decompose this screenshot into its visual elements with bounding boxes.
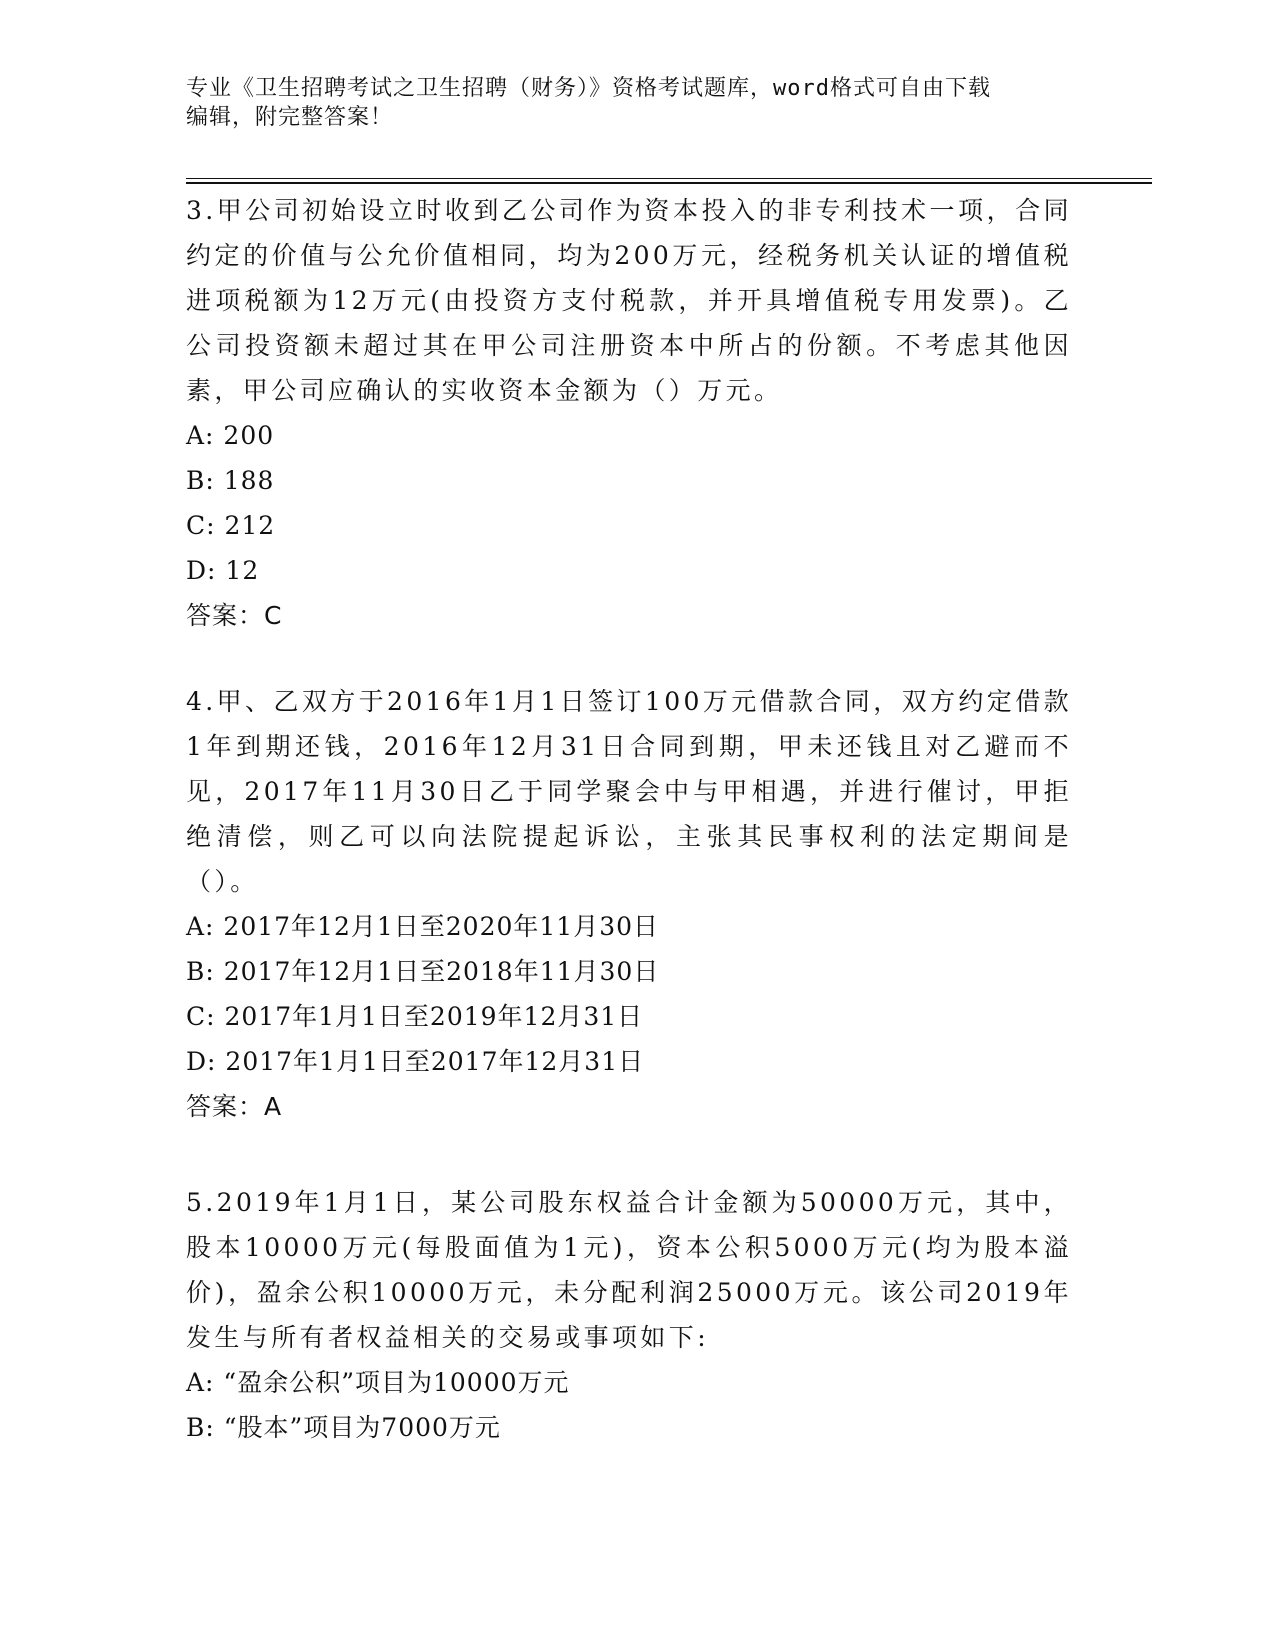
question-5 [186, 1180, 1072, 1450]
answer: 答案：A [186, 1092, 283, 1121]
header-line-2: 编辑，附完整答案！ [186, 105, 394, 130]
document-header [186, 74, 1066, 132]
answer: 答案：C [186, 601, 283, 630]
question-4 [186, 679, 1072, 1129]
option-c: C: 2017年1月1日至2019年12月31日 [186, 1002, 644, 1031]
option-c: C: 212 [186, 511, 276, 540]
option-a: A: 2017年12月1日至2020年11月30日 [186, 912, 660, 941]
question-stem: 5.2019年1月1日，某公司股东权益合计金额为50000万元，其中，股本10000万元(每股面值为1元)，资本公积5000万元(均为股本溢价)，盈余公积10000万元，未分配利润25000万元。该公司2019年发生与所有者权益相关的交易或事项如下: [186, 1188, 1072, 1352]
option-b: B: 2017年12月1日至2018年11月30日 [186, 957, 660, 986]
option-d: D: 12 [186, 556, 260, 585]
header-line-1: 专业《卫生招聘考试之卫生招聘（财务）》资格考试题库，word格式可自由下载 [186, 76, 991, 101]
option-b: B: “股本”项目为7000万元 [186, 1413, 501, 1442]
option-d: D: 2017年1月1日至2017年12月31日 [186, 1047, 645, 1076]
header-divider-thin [186, 178, 1152, 179]
header-divider-thick [186, 182, 1152, 184]
option-a: A: “盈余公积”项目为10000万元 [186, 1368, 570, 1397]
option-b: B: 188 [186, 466, 275, 495]
question-stem: 4.甲、乙双方于2016年1月1日签订100万元借款合同，双方约定借款1年到期还钱，2016年12月31日合同到期，甲未还钱且对乙避而不见，2017年11月30日乙于同学聚会中与甲相遇，并进行催讨，甲拒绝清偿，则乙可以向法院提起诉讼，主张其民事权利的法定期间是（）。 [186, 687, 1073, 896]
question-3 [186, 188, 1072, 638]
question-stem: 3.甲公司初始设立时收到乙公司作为资本投入的非专利技术一项，合同约定的价值与公允价值相同，均为200万元，经税务机关认证的增值税进项税额为12万元(由投资方支付税款，并开具增值税专用发票)。乙公司投资额未超过其在甲公司注册资本中所占的份额。不考虑其他因素，甲公司应确认的实收资本金额为（）万元。 [186, 196, 1072, 405]
option-a: A: 200 [186, 421, 275, 450]
